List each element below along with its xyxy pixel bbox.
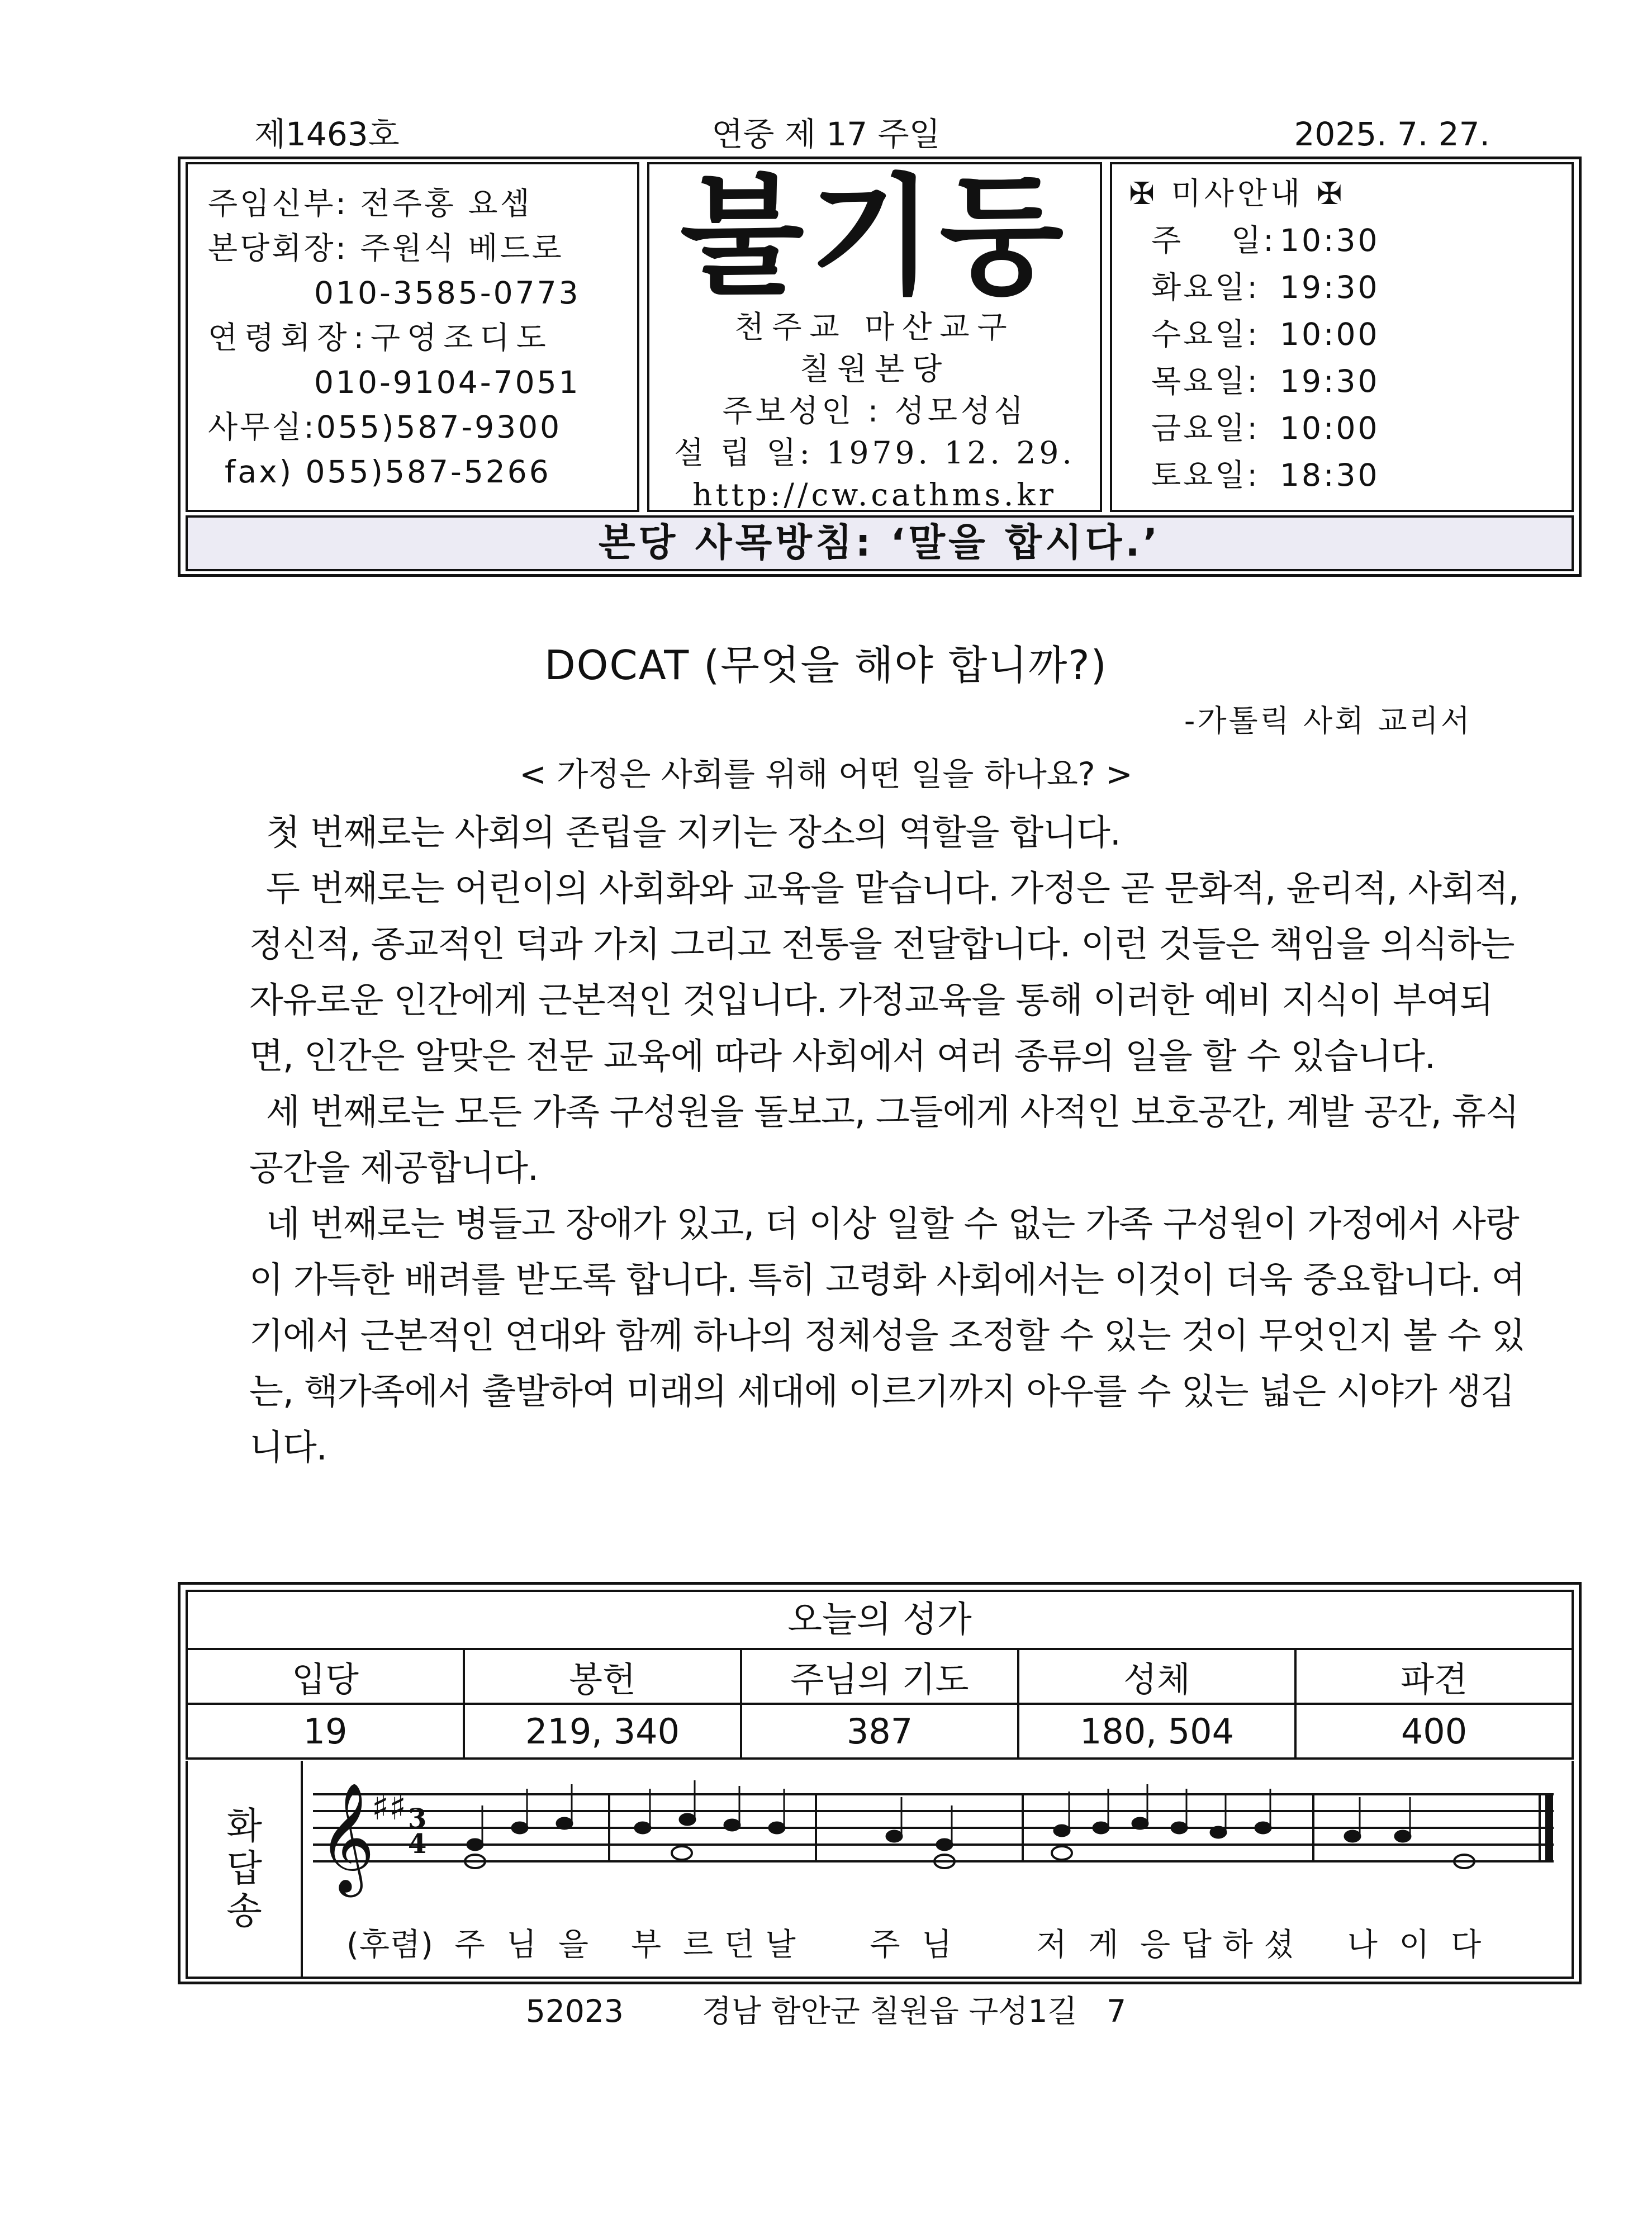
pastor: 주임신부: 전주홍 요셉 — [208, 186, 532, 221]
hymn-number: 400 — [1295, 1704, 1573, 1759]
article-title: DOCAT (무엇을 해야 합니까?) — [544, 642, 1108, 689]
mass-time: 10:00 — [1280, 316, 1380, 352]
parish-name: 칠원본당 — [799, 351, 950, 387]
mass-time-row — [1129, 264, 1572, 311]
hymn-header: 봉헌 — [464, 1649, 741, 1704]
mass-day: 토요일: — [1151, 457, 1260, 493]
mass-time: 10:00 — [1280, 410, 1380, 446]
svg-text:3: 3 — [408, 1803, 427, 1835]
fax-number: fax) 055)587-5266 — [225, 454, 551, 490]
article-body — [249, 805, 1535, 1476]
masthead-title: 불기둥 — [680, 163, 1070, 312]
mass-time: 10:30 — [1280, 222, 1380, 258]
parish-address: 52023 경남 함안군 칠원읍 구성1길 7 — [525, 1993, 1127, 2029]
hymn-number: 387 — [741, 1704, 1018, 1759]
mass-time-row — [1129, 405, 1572, 452]
paragraph: 첫 번째로는 사회의 존립을 지키는 장소의 역할을 합니다. — [266, 812, 1121, 853]
hymn-header: 성체 — [1018, 1649, 1295, 1704]
music-score-icon — [313, 1772, 1559, 1923]
liturgical-week: 연중 제 17 주일 — [711, 115, 941, 153]
mass-day: 목요일: — [1151, 363, 1260, 399]
mass-day: 주 일: — [1151, 222, 1276, 258]
diocese: 천주교 마산교구 — [734, 309, 1015, 345]
hymn-header: 주님의 기도 — [741, 1649, 1018, 1704]
paragraph: 네 번째로는 병들고 장애가 있고, 더 이상 일할 수 없는 가족 구성원이 가정에서 사랑이 가득한 배려를 받도록 합니다. 특히 고령화 사회에서는 이것이 더욱 중요합니다. 여기에서 근본적인 연대와 함께 하나의 정체성을 조정할 수 있는 것이 무엇인지 볼 수 있는, 핵가족에서 출발하여 미래의 세대에 이르기까지 아우를 수 있는 넓은 시야가 생깁니다. — [249, 1203, 1525, 1468]
president-phone: 010-3585-0773 — [314, 275, 581, 311]
hymn-number-row — [187, 1704, 1573, 1759]
mass-time-row — [1129, 358, 1572, 405]
mass-day: 금요일: — [1151, 410, 1260, 446]
parish-president: 본당회장: 주원식 베드로 — [208, 230, 564, 266]
hymn-header-row — [187, 1649, 1573, 1704]
hymn-number: 219, 340 — [464, 1704, 741, 1759]
founded-date: 설 립 일: 1979. 12. 29. — [674, 435, 1075, 471]
mass-schedule-panel — [1110, 162, 1574, 512]
hymn-number: 19 — [187, 1704, 464, 1759]
issue-number: 제1463호 — [254, 115, 400, 153]
parish-url[interactable]: http://cw.cathms.kr — [692, 477, 1057, 513]
svg-text:4: 4 — [408, 1828, 427, 1860]
masthead-panel — [647, 162, 1102, 512]
hymn-table-title: 오늘의 성가 — [186, 1590, 1574, 1648]
office-phone: 사무실:055)587-9300 — [208, 409, 562, 445]
mass-day: 화요일: — [1151, 269, 1260, 305]
elder-phone: 010-9104-7051 — [314, 364, 581, 400]
paragraph: 두 번째로는 어린이의 사회화와 교육을 맡습니다. 가정은 곧 문화적, 윤리적, 사회적, 정신적, 종교적인 덕과 가치 그리고 전통을 전달합니다. 이런 것들은 책임을 의식하는 자유로운 인간에게 근본적인 것입니다. 가정교육을 통해 이러한 예비 지식이 부여되면, 인간은 알맞은 전문 교육에 따라 사회에서 여러 종류의 일을 할 수 있습니다. — [249, 868, 1519, 1077]
mass-time-row — [1129, 311, 1572, 358]
mass-day: 수요일: — [1151, 316, 1260, 352]
svg-text:𝄞: 𝄞 — [319, 1782, 375, 1893]
hymn-table — [186, 1648, 1574, 1760]
mass-time-row — [1129, 452, 1572, 499]
mass-time: 19:30 — [1280, 363, 1380, 399]
mass-time: 18:30 — [1280, 457, 1380, 493]
paragraph: 세 번째로는 모든 가족 구성원을 돌보고, 그들에게 사적인 보호공간, 계발 공간, 휴식 공간을 제공합니다. — [249, 1092, 1519, 1188]
article-question: < 가정은 사회를 위해 어떤 일을 하나요? > — [519, 755, 1133, 793]
hymn-number: 180, 504 — [1018, 1704, 1295, 1759]
hymn-header: 파견 — [1295, 1649, 1573, 1704]
issue-date: 2025. 7. 27. — [1294, 115, 1490, 153]
contact-panel — [186, 162, 639, 512]
elder-president: 연령회장:구영조디도 — [208, 320, 553, 356]
response-lyrics: (후렴) 주 님 을 부 르 던 날 주 님 저 게 응 답 하 셨 나 이 다 — [346, 1927, 1482, 1963]
article-source: -가톨릭 사회 교리서 — [1184, 703, 1472, 738]
hymn-header: 입당 — [187, 1649, 464, 1704]
responsorial-label: 화 답 송 — [188, 1761, 303, 1977]
svg-text:♯♯: ♯♯ — [372, 1787, 406, 1828]
mass-schedule-title: ✠ 미사안내 ✠ — [1129, 176, 1346, 211]
mass-time-row — [1129, 217, 1572, 264]
patron-saint: 주보성인 : 성모성심 — [722, 393, 1027, 429]
mass-time: 19:30 — [1280, 269, 1380, 305]
pastoral-motto: 본당 사목방침: ‘말을 합시다.’ — [186, 515, 1574, 571]
